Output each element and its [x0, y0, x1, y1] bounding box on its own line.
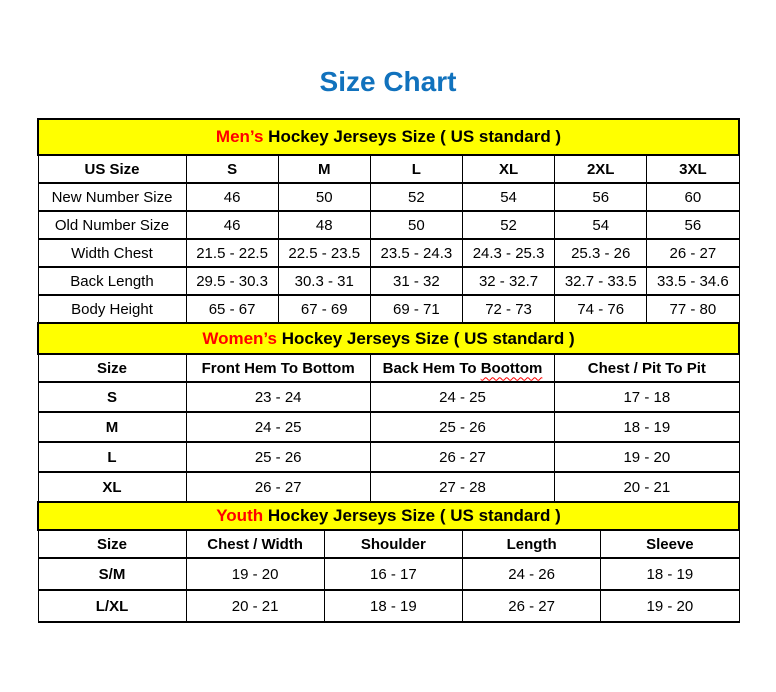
row-label: M: [38, 412, 186, 442]
mens-section-header-row: [38, 119, 739, 155]
column-header-prefix: Back Hem To: [382, 359, 481, 377]
cell: 19 - 20: [186, 558, 324, 590]
column-header: US Size: [38, 155, 186, 183]
cell: 22.5 - 23.5: [278, 239, 370, 267]
womens-section-title-rest: Hockey Jerseys Size ( US standard ): [276, 328, 575, 348]
row-label: New Number Size: [38, 183, 186, 211]
mens-section-highlight: Men’s: [215, 127, 264, 146]
cell: 24.3 - 25.3: [462, 239, 554, 267]
womens-column-header-row: [38, 354, 739, 382]
cell: 19 - 20: [555, 442, 739, 472]
column-header: M: [278, 155, 370, 183]
cell: 21.5 - 22.5: [186, 239, 278, 267]
cell: 24 - 25: [370, 382, 554, 412]
column-header: Sleeve: [601, 530, 739, 558]
table-row: [38, 239, 739, 267]
youth-section-header: [38, 502, 739, 530]
column-header: 3XL: [647, 155, 739, 183]
cell: 32.7 - 33.5: [555, 267, 647, 295]
row-label: L/XL: [38, 590, 186, 622]
cell: 26 - 27: [463, 590, 601, 622]
cell: 33.5 - 34.6: [647, 267, 739, 295]
cell: 27 - 28: [370, 472, 554, 502]
cell: 24 - 25: [186, 412, 370, 442]
mens-size-table: [37, 118, 740, 324]
column-header: Shoulder: [324, 530, 462, 558]
table-row: [38, 472, 739, 502]
column-header: Chest / Pit To Pit: [555, 354, 739, 382]
cell: 31 - 32: [370, 267, 462, 295]
womens-section-highlight: Women’s: [202, 328, 277, 348]
mens-section-title-rest: Hockey Jerseys Size ( US standard ): [263, 127, 562, 146]
youth-column-header-row: [38, 530, 739, 558]
cell: 16 - 17: [324, 558, 462, 590]
cell: 69 - 71: [370, 295, 462, 323]
cell: 26 - 27: [647, 239, 739, 267]
page-title: Size Chart: [319, 66, 457, 97]
cell: 48: [278, 211, 370, 239]
cell: 60: [647, 183, 739, 211]
cell: 23.5 - 24.3: [370, 239, 462, 267]
table-row: [38, 267, 739, 295]
row-label: Old Number Size: [38, 211, 186, 239]
cell: 56: [647, 211, 739, 239]
cell: 18 - 19: [555, 412, 739, 442]
cell: 29.5 - 30.3: [186, 267, 278, 295]
cell: 30.3 - 31: [278, 267, 370, 295]
youth-size-table: [37, 501, 740, 623]
table-row: [38, 211, 739, 239]
youth-section-highlight: Youth: [216, 506, 264, 525]
row-label: S: [38, 382, 186, 412]
cell: 26 - 27: [186, 472, 370, 502]
cell: 26 - 27: [370, 442, 554, 472]
cell: 67 - 69: [278, 295, 370, 323]
table-row: [38, 442, 739, 472]
row-label: Back Length: [38, 267, 186, 295]
table-row: [38, 183, 739, 211]
cell: 50: [278, 183, 370, 211]
cell: 54: [462, 183, 554, 211]
row-label: L: [38, 442, 186, 472]
column-header: L: [370, 155, 462, 183]
cell: 18 - 19: [601, 558, 739, 590]
womens-section-header-row: [38, 323, 739, 354]
row-label: Width Chest: [38, 239, 186, 267]
cell: 17 - 18: [555, 382, 739, 412]
cell: 65 - 67: [186, 295, 278, 323]
womens-section-header: [38, 323, 739, 354]
mens-section-header: [38, 119, 739, 155]
column-header: Chest / Width: [186, 530, 324, 558]
cell: 74 - 76: [555, 295, 647, 323]
womens-size-table: [37, 322, 740, 503]
cell: 20 - 21: [555, 472, 739, 502]
cell: 50: [370, 211, 462, 239]
cell: 18 - 19: [324, 590, 462, 622]
cell: 54: [555, 211, 647, 239]
column-header-misspelled: [370, 354, 554, 382]
youth-section-header-row: [38, 502, 739, 530]
cell: 20 - 21: [186, 590, 324, 622]
table-row: [38, 382, 739, 412]
column-header: Size: [38, 530, 186, 558]
cell: 23 - 24: [186, 382, 370, 412]
column-header: Front Hem To Bottom: [186, 354, 370, 382]
cell: 25 - 26: [186, 442, 370, 472]
column-header: Length: [463, 530, 601, 558]
misspelled-word: Boottom: [480, 359, 543, 377]
row-label: S/M: [38, 558, 186, 590]
cell: 46: [186, 211, 278, 239]
cell: 72 - 73: [462, 295, 554, 323]
cell: 52: [462, 211, 554, 239]
column-header: XL: [462, 155, 554, 183]
row-label: Body Height: [38, 295, 186, 323]
cell: 25 - 26: [370, 412, 554, 442]
cell: 56: [555, 183, 647, 211]
size-chart-tables: [37, 118, 740, 623]
cell: 52: [370, 183, 462, 211]
cell: 19 - 20: [601, 590, 739, 622]
table-row: [38, 590, 739, 622]
cell: 32 - 32.7: [462, 267, 554, 295]
table-row: [38, 558, 739, 590]
cell: 77 - 80: [647, 295, 739, 323]
cell: 46: [186, 183, 278, 211]
cell: 25.3 - 26: [555, 239, 647, 267]
mens-column-header-row: [38, 155, 739, 183]
column-header: Size: [38, 354, 186, 382]
table-row: [38, 412, 739, 442]
column-header: S: [186, 155, 278, 183]
table-row: [38, 295, 739, 323]
column-header: 2XL: [555, 155, 647, 183]
cell: 24 - 26: [463, 558, 601, 590]
youth-section-title-rest: Hockey Jerseys Size ( US standard ): [263, 506, 561, 525]
row-label: XL: [38, 472, 186, 502]
